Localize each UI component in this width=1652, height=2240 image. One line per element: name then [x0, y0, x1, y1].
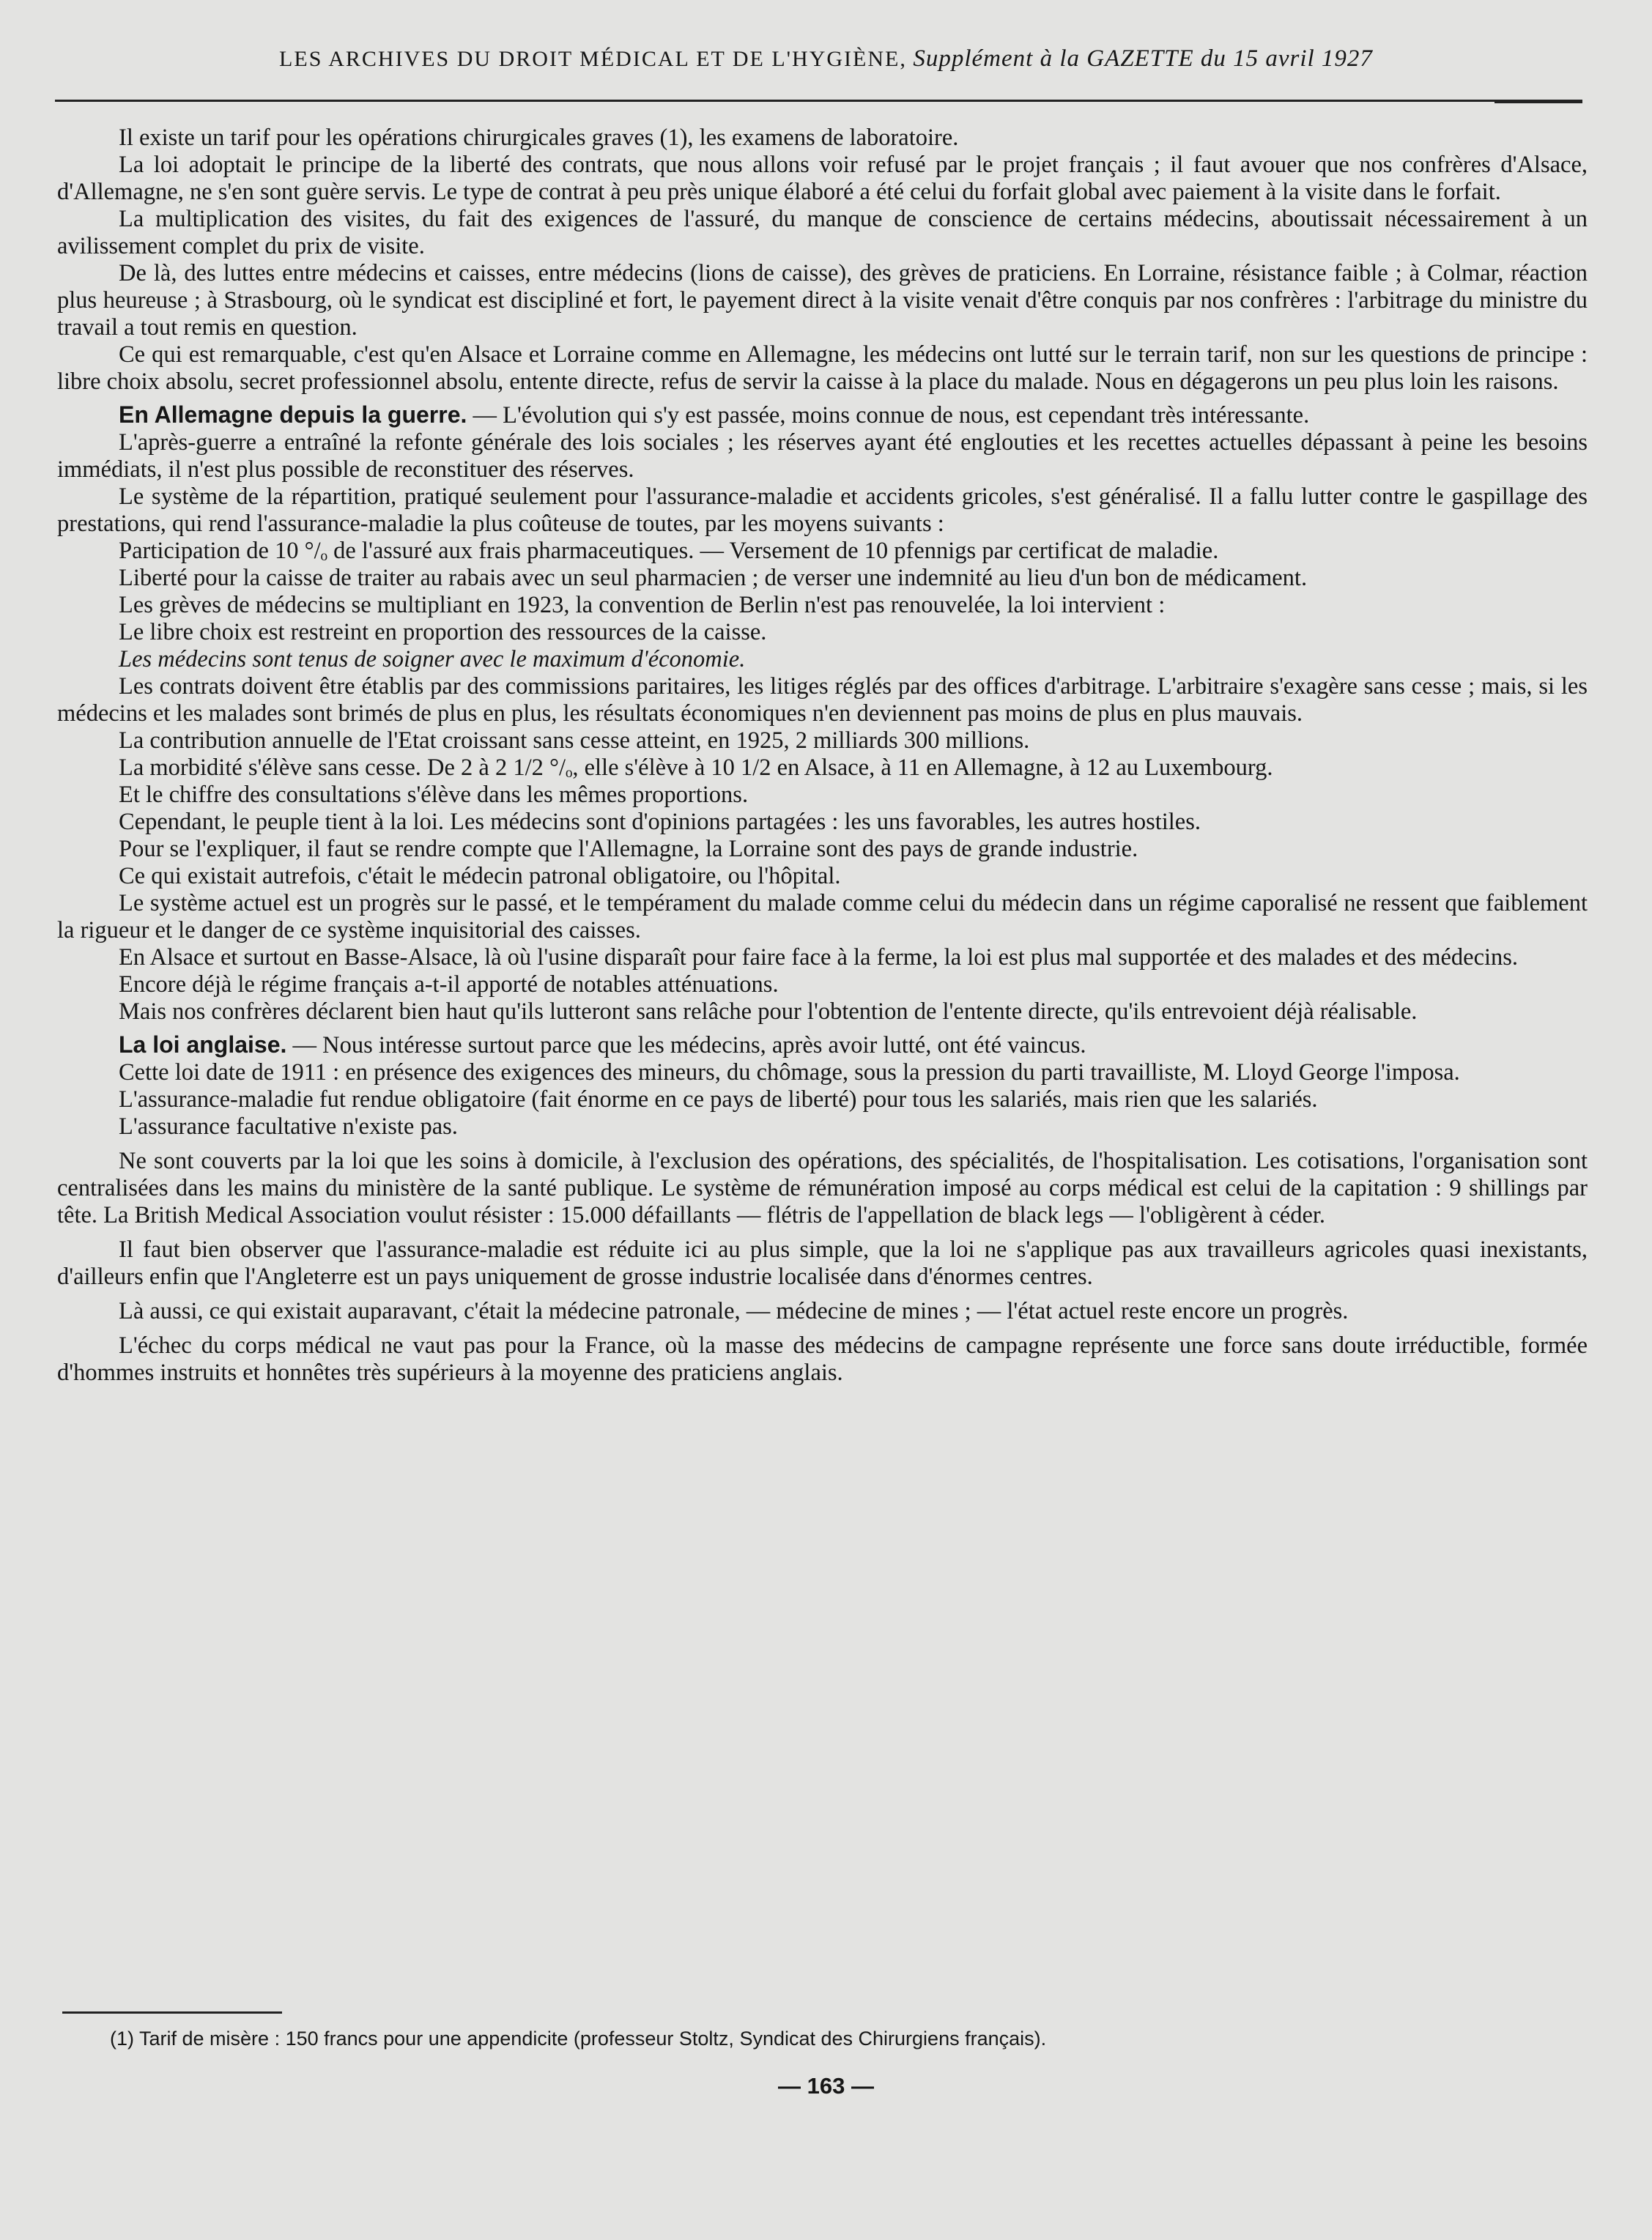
section-germany-lead [57, 401, 1588, 429]
section-heading-germany: En Allemagne depuis la guerre. [119, 401, 467, 428]
paragraph: Le système de la répartition, pratiqué seulement pour l'assurance-maladie et accidents gricoles, s'est généralisé. Il a fallu lutter contre le gaspillage des prestations, qui rend l'assurance-maladie la plus coûteuse de toutes, par les moyens suivants : [57, 483, 1588, 537]
paragraph: Les grèves de médecins se multipliant en 1923, la convention de Berlin n'est pas renouvelée, la loi intervient : [119, 592, 1166, 618]
supplement-line: Supplément à la GAZETTE du 15 avril 1927 [913, 45, 1373, 72]
paragraph: Il existe un tarif pour les opérations chirurgicales graves (1), les examens de laboratoire. [119, 125, 959, 151]
paragraph: La contribution annuelle de l'Etat croissant sans cesse atteint, en 1925, 2 milliards 300 millions. [119, 727, 1030, 754]
paragraph: Cependant, le peuple tient à la loi. Les médecins sont d'opinions partagées : les uns favorables, les autres hostiles. [119, 809, 1201, 835]
paragraph: Les contrats doivent être établis par des commissions paritaires, les litiges réglés par des offices d'arbitrage. L'arbitraire s'exagère sans cesse ; mais, si les médecins et les malades sont brimés de plus en plus, les résultats économiques n'en deviennent pas moins de plus en plus mauvais. [57, 673, 1588, 727]
paragraph: La multiplication des visites, du fait des exigences de l'assuré, du manque de conscience de certains médecins, aboutissait nécessairement à un avilissement complet du prix de visite. [57, 206, 1588, 259]
paragraph: Le système actuel est un progrès sur le passé, et le tempérament du malade comme celui du médecin dans un régime caporalisé ne ressent que faiblement la rigueur et le danger de ce système inquisitorial des caisses. [57, 890, 1588, 943]
paragraph: Le libre choix est restreint en proportion des ressources de la caisse. [119, 619, 767, 645]
paragraph: Encore déjà le régime français a-t-il apporté de notables atténuations. [119, 971, 779, 998]
paragraph: Ce qui existait autrefois, c'était le médecin patronal obligatoire, ou l'hôpital. [119, 863, 841, 889]
paragraph: Mais nos confrères déclarent bien haut qu'ils lutteront sans relâche pour l'obtention de l'entente directe, qu'ils entrevoient déjà réalisable. [119, 998, 1418, 1025]
paragraph: L'échec du corps médical ne vaut pas pour la France, où la masse des médecins de campagne représente une force sans doute irréductible, formée d'hommes instruits et honnêtes très supérieurs à la moyenne des praticiens anglais. [57, 1332, 1588, 1386]
paragraph: L'assurance-maladie fut rendue obligatoire (fait énorme en ce pays de liberté) pour tous les salariés, mais rien que les salariés. [119, 1086, 1318, 1113]
paragraph: L'après-guerre a entraîné la refonte générale des lois sociales ; les réserves ayant été englouties et les recettes actuelles dépassant à peine les besoins immédiats, il n'est plus possible de reconstituer des réserves. [57, 429, 1588, 483]
paragraph: Pour se l'expliquer, il faut se rendre compte que l'Allemagne, la Lorraine sont des pays de grande industrie. [119, 836, 1138, 862]
journal-title: LES ARCHIVES DU DROIT MÉDICAL ET DE L'HYGIÈNE, [279, 47, 907, 71]
paragraph: Participation de 10 °/ₒ de l'assuré aux frais pharmaceutiques. — Versement de 10 pfennigs par certificat de maladie. [119, 538, 1219, 564]
section-england-lead [57, 1031, 1588, 1059]
paragraph: De là, des luttes entre médecins et caisses, entre médecins (lions de caisse), des grèves de praticiens. En Lorraine, résistance faible ; à Colmar, réaction plus heureuse ; à Strasbourg, où le syndicat est discipliné et fort, le payement direct à la visite venait d'être conquis par nos confrères : l'arbitrage du ministre du travail a tout remis en question. [57, 260, 1588, 341]
page-number: — 163 — [778, 2073, 874, 2099]
paragraph: Là aussi, ce qui existait auparavant, c'était la médecine patronale, — médecine de mines ; — l'état actuel reste encore un progrès. [119, 1298, 1349, 1324]
paragraph: Et le chiffre des consultations s'élève dans les mêmes proportions. [119, 782, 749, 808]
paragraph: L'assurance facultative n'existe pas. [119, 1113, 458, 1140]
section-lead-text: — Nous intéresse surtout parce que les médecins, après avoir lutté, ont été vaincus. [286, 1032, 1086, 1058]
footnote-rule [62, 2011, 282, 2014]
paragraph: Liberté pour la caisse de traiter au rabais avec un seul pharmacien ; de verser une indemnité au lieu d'un bon de médicament. [119, 565, 1308, 591]
paragraph: La morbidité s'élève sans cesse. De 2 à 2 1/2 °/ₒ, elle s'élève à 10 1/2 en Alsace, à 11 en Allemagne, à 12 au Luxembourg. [119, 754, 1273, 781]
paragraph: La loi adoptait le principe de la liberté des contrats, que nous allons voir refusé par le projet français ; il faut avouer que nos confrères d'Alsace, d'Allemagne, ne s'en sont guère servis. Le type de contrat à peu près unique élaboré a été celui du forfait global avec paiement à la visite dans le forfait. [57, 152, 1588, 205]
footnote: (1) Tarif de misère : 150 francs pour une appendicite (professeur Stoltz, Syndicat des Chirurgiens français). [110, 2028, 1047, 2050]
section-lead-text: — L'évolution qui s'y est passée, moins connue de nous, est cependant très intéressante. [467, 402, 1310, 429]
paragraph: Ne sont couverts par la loi que les soins à domicile, à l'exclusion des opérations, des spécialités, de l'hospitalisation. Les cotisations, l'organisation sont centralisées dans les mains du ministère de la santé publique. Le système de rémunération imposé au corps médical est celui de la capitation : 9 shillings par tête. La British Medical Association voulut résister : 15.000 défaillants — flétris de l'appellation de black legs — l'obligèrent à céder. [57, 1148, 1588, 1228]
paragraph: Cette loi date de 1911 : en présence des exigences des mineurs, du chômage, sous la pression du parti travailliste, M. Lloyd George l'imposa. [119, 1059, 1460, 1086]
article-body [57, 125, 1588, 1387]
paragraph: Il faut bien observer que l'assurance-maladie est réduite ici au plus simple, que la loi ne s'applique pas aux travailleurs agricoles quasi inexistants, d'ailleurs enfin que l'Angleterre est un pays uniquement de grosse industrie localisée dans d'énormes centres. [57, 1236, 1588, 1290]
paragraph: Les médecins sont tenus de soigner avec le maximum d'économie. [119, 646, 746, 672]
paragraph: En Alsace et surtout en Basse-Alsace, là où l'usine disparaît pour faire face à la ferme, la loi est plus mal supportée et des malades et des médecins. [119, 944, 1519, 971]
section-heading-england: La loi anglaise. [119, 1031, 287, 1058]
paragraph: Ce qui est remarquable, c'est qu'en Alsace et Lorraine comme en Allemagne, les médecins ont lutté sur le terrain tarif, non sur les questions de principe : libre choix absolu, secret professionnel absolu, entente directe, refus de servir la caisse à la place du malade. Nous en dégagerons un peu plus loin les raisons. [57, 341, 1588, 395]
running-header [62, 45, 1590, 73]
header-rule [55, 100, 1582, 102]
